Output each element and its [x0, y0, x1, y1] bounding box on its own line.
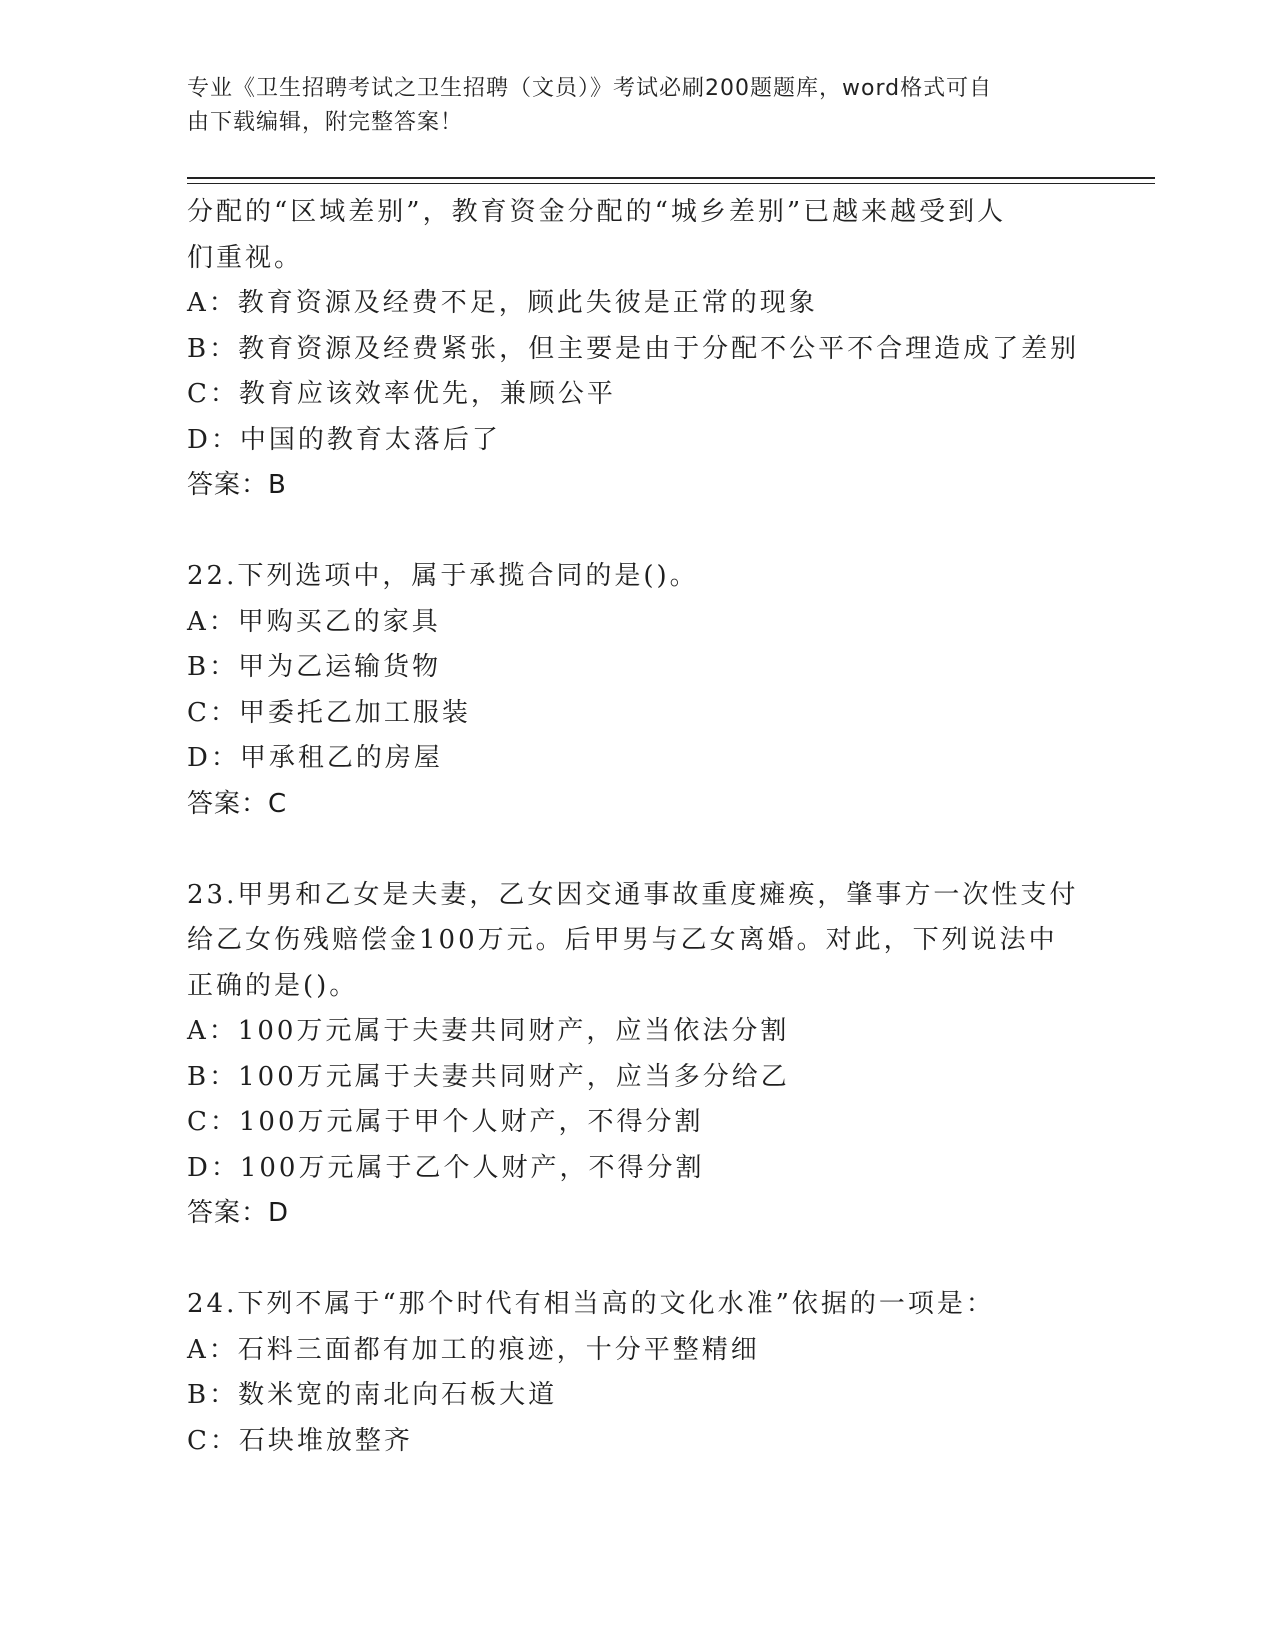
question-23-option-a: A：100万元属于夫妻共同财产，应当依法分割: [187, 1016, 790, 1046]
header-rule-thin: [187, 183, 1155, 184]
question-22: [187, 554, 1087, 827]
question-24-option-c: C：石块堆放整齐: [187, 1425, 413, 1456]
question-21-answer: 答案：B: [187, 470, 287, 500]
header-rule-thick: [187, 177, 1155, 179]
question-22-answer: 答案：C: [187, 788, 288, 819]
spacer: [187, 827, 1087, 873]
header-line-1: 专业《卫生招聘考试之卫生招聘（文员）》考试必刷200题题库，word格式可自: [187, 76, 993, 101]
question-21-option-b: B：教育资源及经费紧张，但主要是由于分配不公平不合理造成了差别: [187, 333, 1080, 364]
question-21-option-d: D：中国的教育太落后了: [187, 424, 501, 455]
question-23-stem-2: 给乙女伤残赔偿金100万元。后甲男与乙女离婚。对此，下列说法中: [187, 925, 1058, 955]
question-24-option-b: B：数米宽的南北向石板大道: [187, 1380, 558, 1410]
question-21-option-c: C：教育应该效率优先，兼顾公平: [187, 379, 616, 409]
question-23-option-b: B：100万元属于夫妻共同财产，应当多分给乙: [187, 1061, 790, 1092]
question-21-continuation-2: 们重视。: [187, 242, 304, 273]
question-24: [187, 1282, 1087, 1464]
question-23-option-d: D：100万元属于乙个人财产，不得分割: [187, 1152, 705, 1183]
question-21-continuation-1: 分配的“区域差别”，教育资金分配的“城乡差别”已越来越受到人: [187, 197, 1007, 227]
question-22-option-a: A：甲购买乙的家具: [187, 606, 441, 637]
question-23-stem-3: 正确的是()。: [187, 970, 359, 1001]
question-24-option-a: A：石料三面都有加工的痕迹，十分平整精细: [187, 1334, 760, 1365]
question-23: [187, 873, 1087, 1237]
question-22-option-d: D：甲承租乙的房屋: [187, 743, 443, 773]
question-23-answer: 答案：D: [187, 1198, 290, 1228]
question-23-stem-1: 23.甲男和乙女是夫妻，乙女因交通事故重度瘫痪，肇事方一次性支付: [187, 879, 1079, 910]
question-23-option-c: C：100万元属于甲个人财产，不得分割: [187, 1107, 704, 1137]
spacer: [187, 1237, 1087, 1283]
question-21-option-a: A：教育资源及经费不足，顾此失彼是正常的现象: [187, 288, 818, 318]
page-header: [187, 72, 1087, 140]
document-body: [187, 190, 1087, 1464]
question-22-option-c: C：甲委托乙加工服装: [187, 697, 471, 728]
question-22-stem: 22.下列选项中，属于承揽合同的是()。: [187, 561, 699, 591]
question-24-stem: 24.下列不属于“那个时代有相当高的文化水准”依据的一项是：: [187, 1289, 995, 1319]
question-22-option-b: B：甲为乙运输货物: [187, 652, 442, 682]
header-line-2: 由下载编辑，附完整答案！: [187, 110, 464, 135]
question-21: [187, 190, 1087, 509]
spacer: [187, 509, 1087, 555]
